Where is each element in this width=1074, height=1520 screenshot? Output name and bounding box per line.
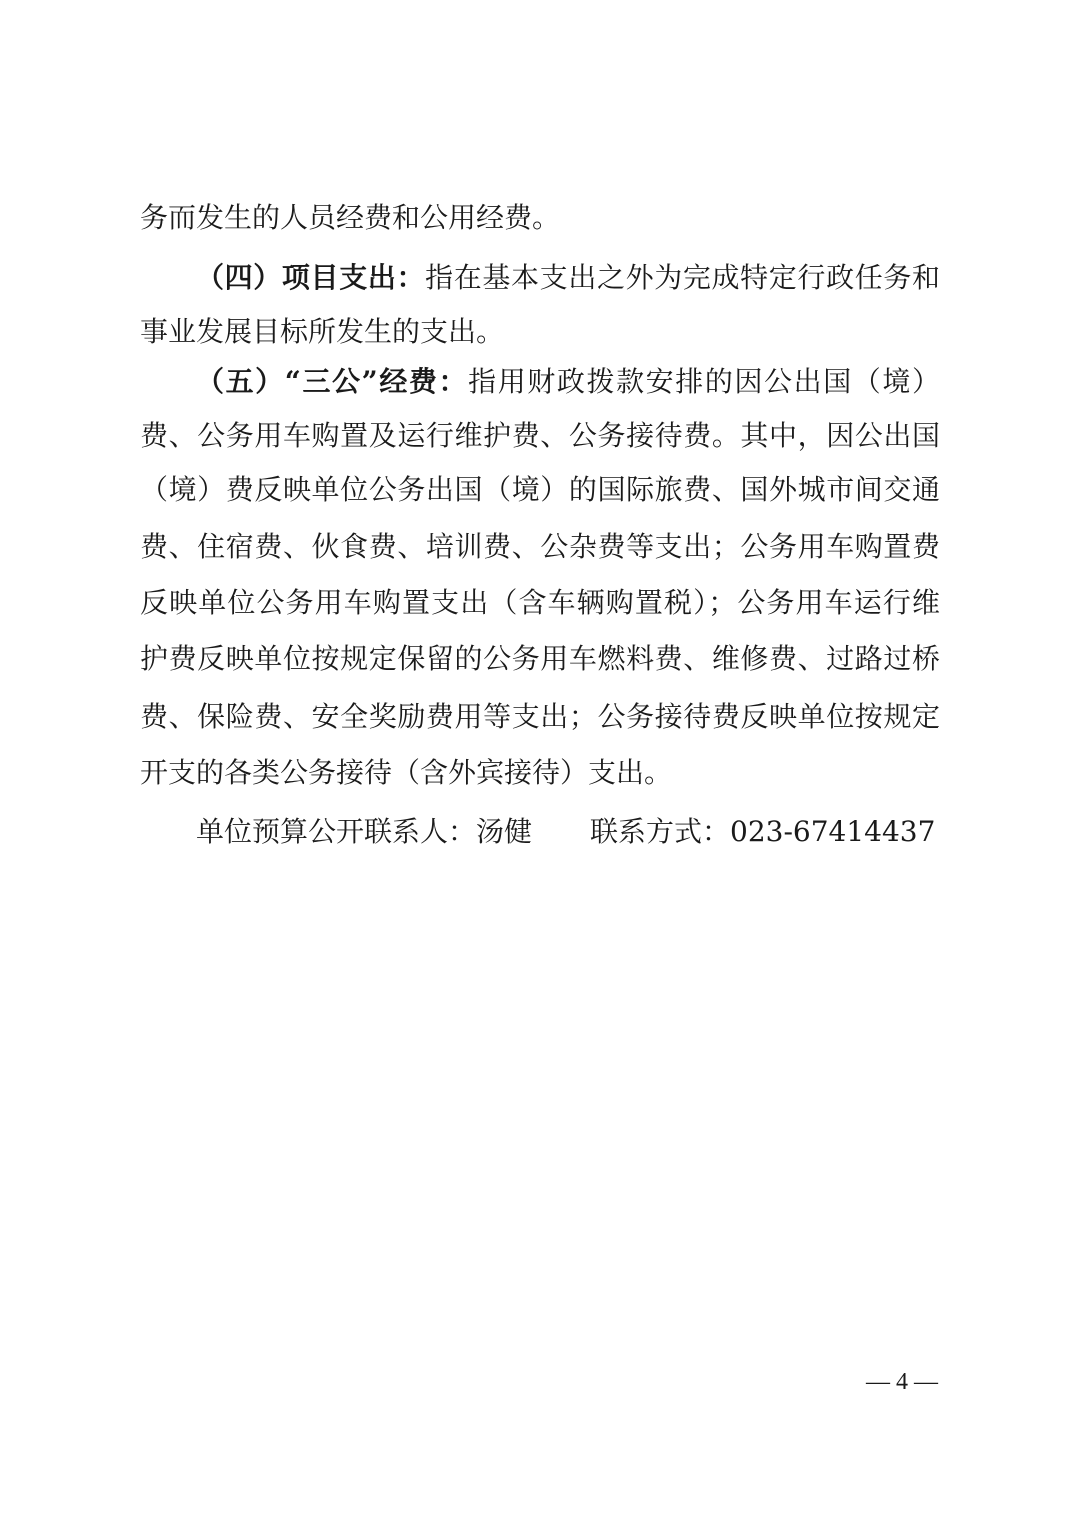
project-expenditure-text: 指在基本支出之外为完成特定行政任务和 <box>425 261 940 294</box>
contact-phone: 联系方式：023-67414437 <box>590 815 936 848</box>
project-expenditure-heading: （四）项目支出： <box>196 261 426 294</box>
contact-info <box>196 812 935 852</box>
three-public-line-2: 费、公务用车购置及运行维护费、公务接待费。其中，因公出国 <box>140 419 940 452</box>
three-public-line-4: 费、住宿费、伙食费、培训费、公杂费等支出；公务用车购置费 <box>140 530 940 563</box>
three-public-line-5: 反映单位公务用车购置支出（含车辆购置税）；公务用车运行维 <box>140 586 940 619</box>
three-public-line-3: （境）费反映单位公务出国（境）的国际旅费、国外城市间交通 <box>140 473 940 506</box>
contact-person: 单位预算公开联系人：汤健 <box>196 815 533 848</box>
project-expenditure-line-1 <box>196 258 940 298</box>
three-public-heading: （五）“三公”经费： <box>196 365 469 398</box>
three-public-text: 指用财政拨款安排的因公出国（境） <box>468 365 940 398</box>
page-number: — 4 — <box>866 1369 938 1395</box>
project-expenditure-line-2: 事业发展目标所发生的支出。 <box>140 315 505 348</box>
three-public-line-6: 护费反映单位按规定保留的公务用车燃料费、维修费、过路过桥 <box>140 642 940 675</box>
paragraph-continuation-line: 务而发生的人员经费和公用经费。 <box>140 201 561 234</box>
three-public-line-1 <box>196 362 940 402</box>
three-public-line-8: 开支的各类公务接待（含外宾接待）支出。 <box>140 756 673 789</box>
three-public-line-7: 费、保险费、安全奖励费用等支出；公务接待费反映单位按规定 <box>140 700 940 733</box>
